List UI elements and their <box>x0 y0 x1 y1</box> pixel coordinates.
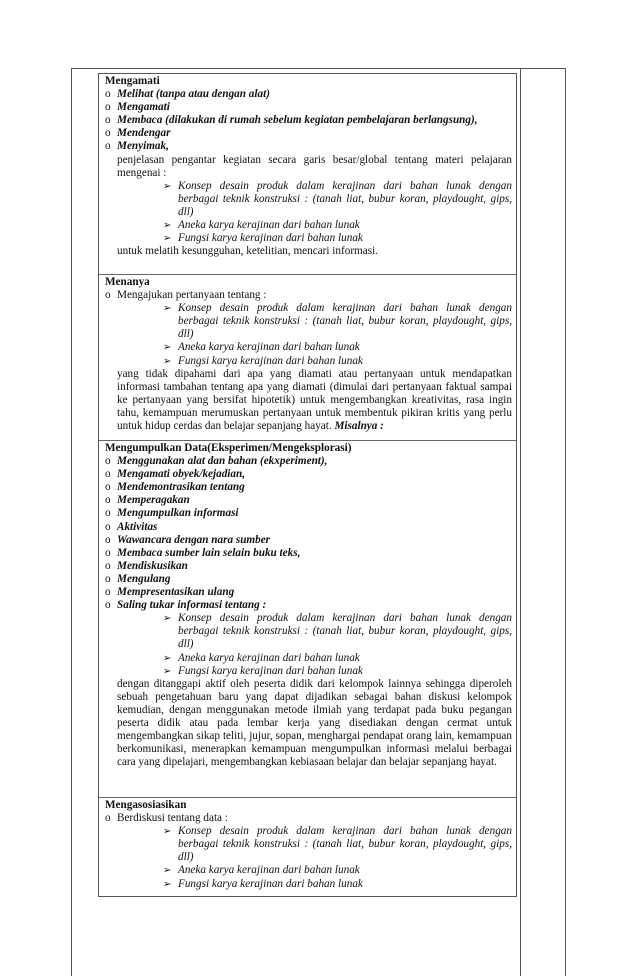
arrow-bullet-icon: ➢ <box>163 342 172 354</box>
arrow-item: ➢ Konsep desain produk dalam kerajinan dari bahan lunak dengan berbagai teknik konstruksi : (tanah liat, bubur koran, playdought, gips, dll) <box>163 612 512 651</box>
outer-left-border <box>71 68 72 976</box>
arrow-bullet-icon: ➢ <box>163 826 172 838</box>
arrow-bullet-icon: ➢ <box>163 220 172 232</box>
arrow-bullet-icon: ➢ <box>163 613 172 625</box>
arrow-bullet-icon: ➢ <box>163 652 172 664</box>
outer-right-border <box>565 68 566 976</box>
list-item: o Mendengar <box>105 127 171 140</box>
list-item: o Aktivitas <box>105 520 158 533</box>
list-item: o Memperagakan <box>105 494 190 507</box>
arrow-item: ➢ Konsep desain produk dalam kerajinan dari bahan lunak dengan berbagai teknik konstruksi : (tanah liat, bubur koran, playdought, gips, dll) <box>163 302 512 341</box>
intro-text: penjelasan pengantar kegiatan secara garis besar/global tentang materi pelajaran mengenai : <box>117 153 512 179</box>
list-item: o Membaca (dilakukan di rumah sebelum kegiatan pembelajaran berlangsung), <box>105 114 478 127</box>
inner-right-border <box>520 68 521 976</box>
section-menanya <box>99 275 516 441</box>
list-item: o Saling tukar informasi tentang : <box>105 599 267 612</box>
section-heading: Mengumpulkan Data(Eksperimen/Mengeksplorasi) <box>105 442 352 454</box>
arrow-item: ➢ Fungsi karya kerajinan dari bahan lunak <box>163 354 363 367</box>
arrow-bullet-icon: ➢ <box>163 865 172 877</box>
list-item: o Mendiskusikan <box>105 559 188 572</box>
arrow-item: ➢ Fungsi karya kerajinan dari bahan lunak <box>163 664 363 677</box>
arrow-bullet-icon: ➢ <box>163 665 172 677</box>
section-heading: Mengasosiasikan <box>105 799 187 811</box>
arrow-item: ➢ Aneka karya kerajinan dari bahan lunak <box>163 864 360 877</box>
arrow-item: ➢ Fungsi karya kerajinan dari bahan lunak <box>163 877 363 890</box>
arrow-bullet-icon: ➢ <box>163 355 172 367</box>
list-item: o Mengulang <box>105 572 171 585</box>
list-item: o Mengajukan pertanyaan tentang : <box>105 289 267 302</box>
arrow-item: ➢ Konsep desain produk dalam kerajinan dari bahan lunak dengan berbagai teknik konstruksi : (tanah liat, bubur koran, playdought, gips, dll) <box>163 179 512 218</box>
list-item: o Mendemontrasikan tentang <box>105 481 245 494</box>
arrow-item: ➢ Aneka karya kerajinan dari bahan lunak <box>163 341 360 354</box>
top-border <box>71 68 565 69</box>
activity-table <box>98 73 517 897</box>
section-mengumpulkan-data <box>99 441 516 798</box>
list-item: o Menyimak, <box>105 140 169 153</box>
list-item: o Mengamati <box>105 101 170 114</box>
arrow-item: ➢ Fungsi karya kerajinan dari bahan lunak <box>163 232 363 245</box>
example-label: Misalnya : <box>334 420 384 433</box>
outro-text: untuk melatih kesungguhan, ketelitian, mencari informasi. <box>117 245 378 258</box>
arrow-item: ➢ Aneka karya kerajinan dari bahan lunak <box>163 219 360 232</box>
list-item: o Menggunakan alat dan bahan (ekxperiment), <box>105 455 328 468</box>
arrow-item: ➢ Konsep desain produk dalam kerajinan dari bahan lunak dengan berbagai teknik konstruksi : (tanah liat, bubur koran, playdought, gips, dll) <box>163 825 512 864</box>
list-item: o Wawancara dengan nara sumber <box>105 533 271 546</box>
arrow-bullet-icon: ➢ <box>163 180 172 192</box>
list-item: o Membaca sumber lain selain buku teks, <box>105 546 301 559</box>
section-heading: Menanya <box>105 276 150 288</box>
outro-text: yang tidak dipahami dari apa yang diamati atau pertanyaan untuk mendapatkan informasi tambahan tentang apa yang diamati (dimulai dari pertanyaan faktual sampai ke pertanyaan yang bersifat hipotetik) untuk mengembangkan kreativitas, rasa ingin tahu, kemampuan merumuskan pertanyaan untuk membentuk pikiran kritis yang perlu untuk hidup cerdas dan belajar sepanjang hayat. Misalnya : <box>117 367 512 433</box>
outro-text: dengan ditanggapi aktif oleh peserta didik dari kelompok lainnya sehingga diperoleh sebuah pengetahuan baru yang dapat dijadikan sebagai bahan diskusi kelompok kemudian, dengan menggunakan metode ilmiah yang terdapat pada buku pegangan peserta didik atau pada lembar kerja yang disediakan dengan cermat untuk mengembangkan sikap teliti, jujur, sopan, menghargai pendapat orang lain, kemampuan berkomunikasi, menerapkan kemampuan mengumpulkan informasi melalui berbagai cara yang dipelajari, mengembangkan kebiasaan belajar dan belajar sepanjang hayat. <box>117 677 512 769</box>
list-item: o Mempresentasikan ulang <box>105 586 235 599</box>
section-heading: Mengamati <box>105 75 160 87</box>
arrow-bullet-icon: ➢ <box>163 233 172 245</box>
section-mengasosiasikan <box>99 798 516 896</box>
arrow-item: ➢ Aneka karya kerajinan dari bahan lunak <box>163 651 360 664</box>
list-item: o Berdiskusi tentang data : <box>105 812 228 825</box>
section-mengamati <box>99 74 516 275</box>
arrow-bullet-icon: ➢ <box>163 878 172 890</box>
arrow-bullet-icon: ➢ <box>163 303 172 315</box>
list-item: o Mengumpulkan informasi <box>105 507 239 520</box>
list-item: o Mengamati obyek/kejadian, <box>105 468 246 481</box>
list-item: o Melihat (tanpa atau dengan alat) <box>105 88 270 101</box>
